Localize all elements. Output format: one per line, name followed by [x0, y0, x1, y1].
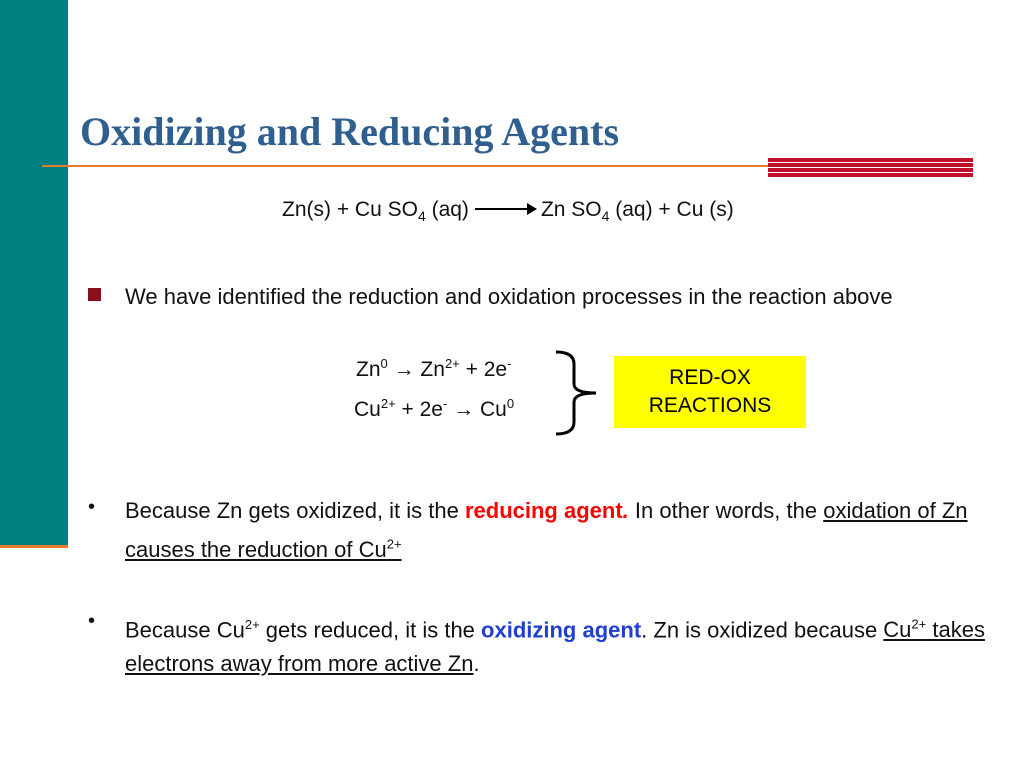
redox-reactions-label	[614, 356, 806, 428]
underlined-explanation-2: $Cu^{2+}$ takes electrons away from more active Zn	[125, 617, 985, 677]
left-bar-orange-edge	[0, 545, 68, 548]
redox-line-2: REACTIONS	[648, 394, 772, 417]
dot-bullet-icon: •	[88, 496, 96, 518]
reaction-arrow-icon	[475, 208, 535, 210]
paragraph-reducing-agent: Because Zn gets oxidized, it is the reducing agent. In other words, the oxidation of Zn causes the reduction of $Cu^{2+}$	[125, 498, 968, 563]
reducing-agent-term: reducing agent.	[464, 498, 629, 523]
square-bullet-icon	[88, 288, 101, 301]
redox-line-1: RED-OX	[669, 366, 751, 389]
half-reaction-reduction: $Cu^{2+} + 2e^- \to Cu^0$	[354, 396, 515, 421]
dot-bullet-icon-2: •	[88, 610, 96, 632]
equation-right: Zn $SO_4$ (aq) + Cu (s)	[540, 198, 734, 225]
oxidizing-agent-term: oxidizing agent	[481, 617, 642, 643]
title-underline-rule	[42, 165, 770, 167]
main-equation	[282, 198, 734, 224]
slide-title: Oxidizing and Reducing Agents	[80, 109, 620, 154]
right-brace-icon	[552, 350, 602, 436]
equation-left: Zn(s) + Cu $SO_4$ (aq)	[282, 198, 469, 225]
underlined-explanation: oxidation of Zn causes the reduction of $Cu^{2+}$	[125, 498, 968, 563]
left-teal-bar	[0, 0, 68, 545]
paragraph-oxidizing-agent: Because $Cu^{2+}$ gets reduced, it is the oxidizing agent. Zn is oxidized because $Cu^{2+}$ takes electrons away from more active Zn.	[125, 617, 985, 677]
title-accent-stripes	[768, 158, 973, 178]
half-reaction-oxidation: $Zn^0 \to Zn^{2+} + 2e^-$	[356, 356, 512, 381]
paragraph-processes: We have identified the reduction and oxidation processes in the reaction above	[125, 284, 893, 309]
